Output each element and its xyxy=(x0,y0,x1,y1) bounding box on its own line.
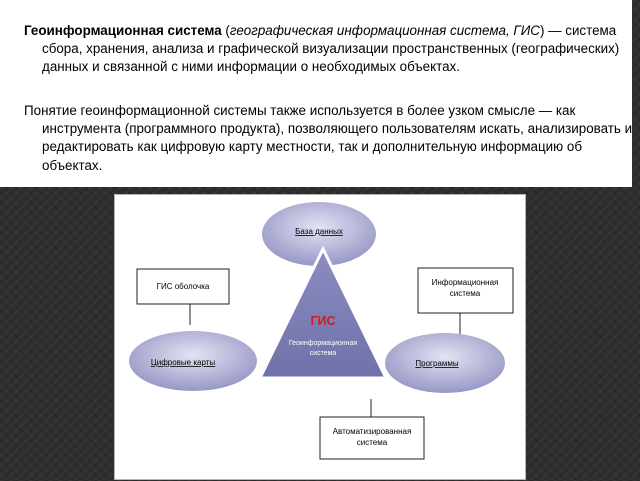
label-information-system-1: Информационная xyxy=(431,278,499,287)
narrow-sense-paragraph: Понятие геоинформационной системы также используется в более узком смысле — как инструмента (программного продукта), позволяющего пользователям искать, анализировать и редактировать как цифровую карту местности, так и дополнительную информацию об объектах. xyxy=(24,103,633,173)
definition-text: ) — система сбора, хранения, анализа и графической визуализации пространственных (географических) данных и связанной с ними информации о необходимых объектах. xyxy=(42,23,620,75)
open-paren: ( xyxy=(221,23,230,38)
gis-term-italic: географическая информационная система, ГИС xyxy=(229,23,540,38)
gis-diagram-svg xyxy=(115,195,527,481)
label-programs: Программы xyxy=(415,359,459,368)
label-information-system-2: система xyxy=(449,289,481,298)
label-automated-system-1: Автоматизированная xyxy=(332,427,412,436)
center-subtitle-2: система xyxy=(309,350,337,357)
center-subtitle-1: Геоинформационная xyxy=(288,340,358,347)
label-database: База данных xyxy=(295,227,343,236)
text-panel xyxy=(0,0,632,187)
label-gis-shell: ГИС оболочка xyxy=(156,282,210,291)
label-digital-maps: Цифровые карты xyxy=(150,358,216,367)
gis-diagram xyxy=(114,194,526,480)
label-automated-system-2: система xyxy=(356,438,388,447)
gis-term: Геоинформационная система xyxy=(24,23,222,38)
definition-paragraph xyxy=(24,22,640,77)
center-title-gis: ГИС xyxy=(310,314,336,328)
